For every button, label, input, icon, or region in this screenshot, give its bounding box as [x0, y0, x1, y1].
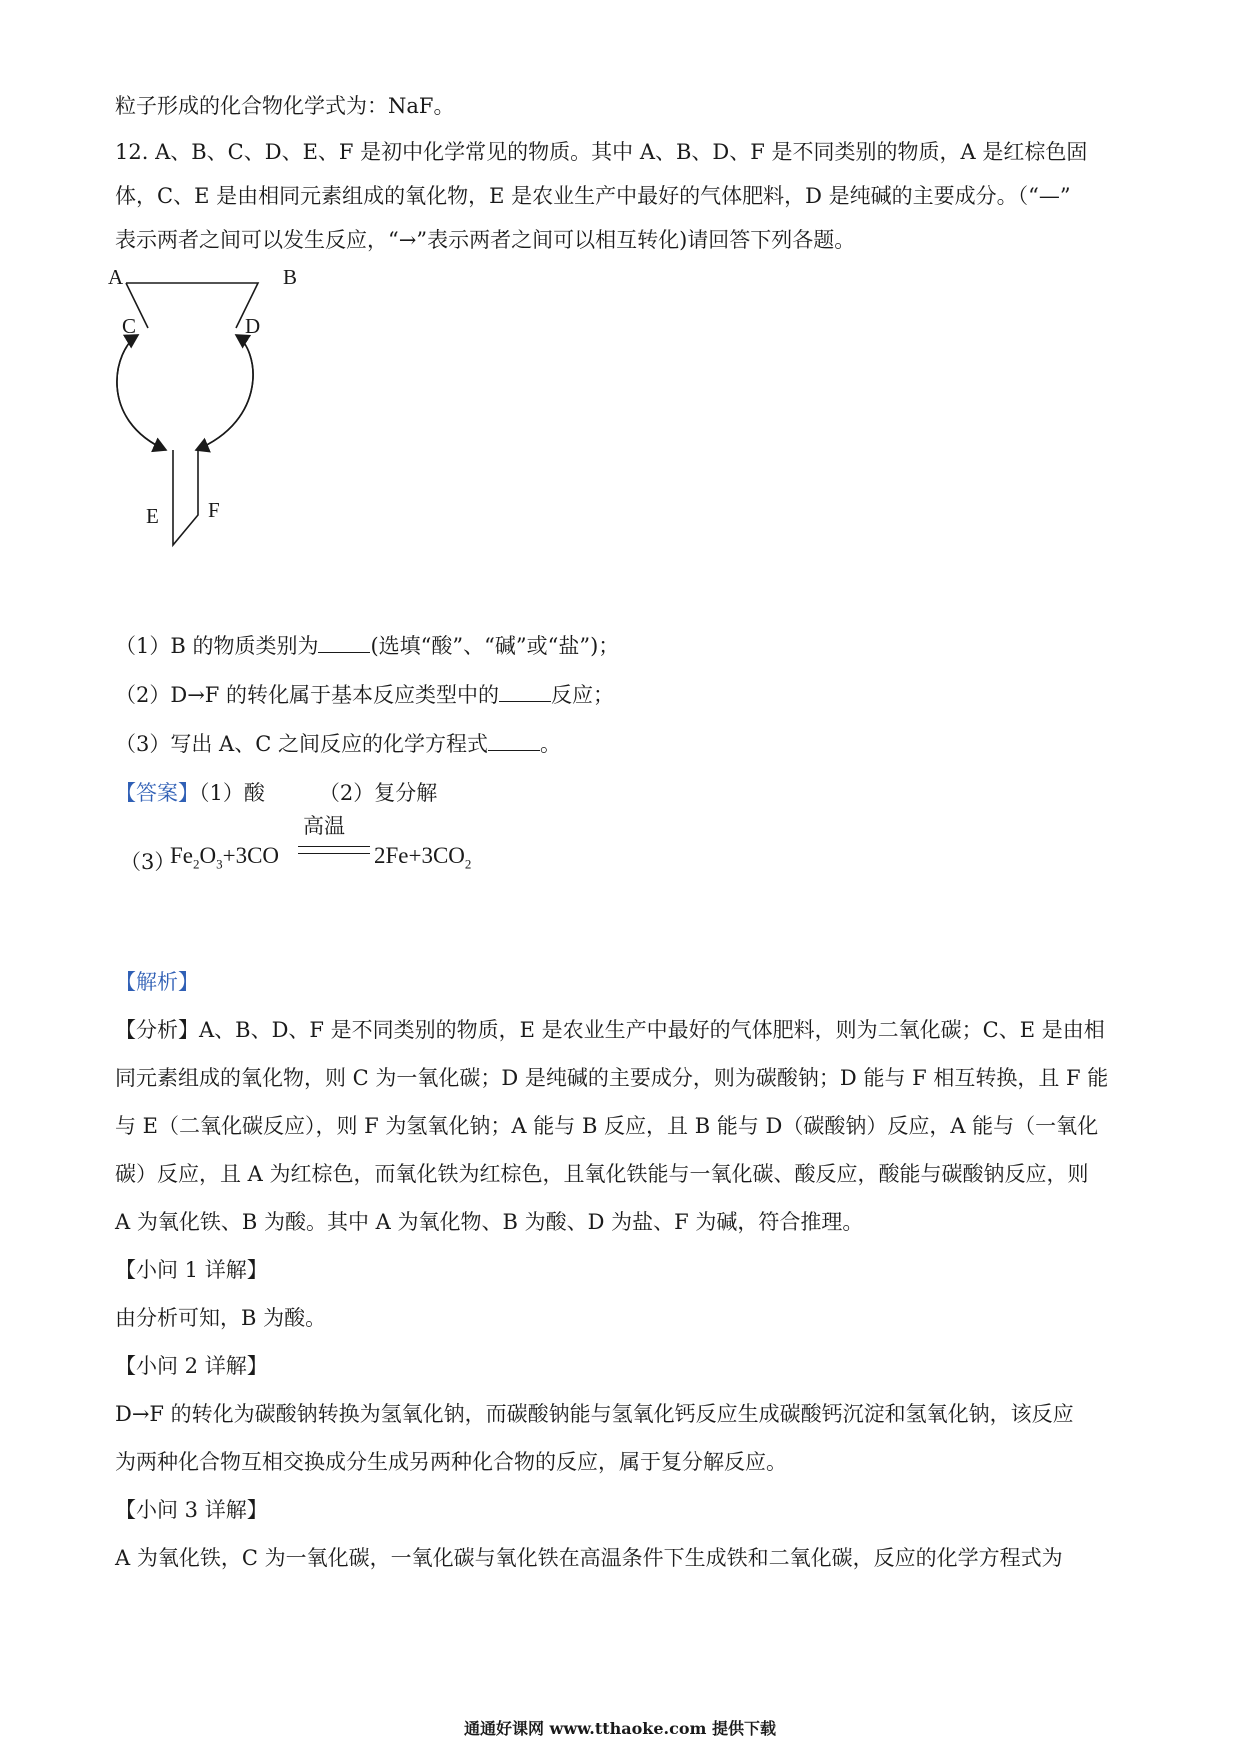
sub-question-2-suffix: 反应； — [551, 683, 615, 707]
analysis-line: 同元素组成的氧化物，则 C 为一氧化碳；D 是纯碱的主要成分，则为碳酸钠；D 能与 F 相互转换，且 F 能 — [115, 1066, 1109, 1090]
sub-question-3-suffix: 。 — [539, 732, 561, 756]
node-c-label: C — [122, 314, 137, 338]
answer-blank — [318, 634, 370, 653]
answer-2: （2）复分解 — [318, 781, 438, 805]
question-line: 体，C、E 是由相同元素组成的氧化物，E 是农业生产中最好的气体肥料，D 是纯碱的主要成分。（“—” — [115, 184, 1071, 208]
question-line: 表示两者之间可以发生反应，“→”表示两者之间可以相互转化)请回答下列各题。 — [115, 228, 856, 252]
sub-question-2 — [115, 681, 1135, 709]
equation-products: $2Fe+3CO_2$ — [374, 843, 472, 872]
node-b-label: B — [283, 265, 298, 289]
analysis-head: 【分析】 — [115, 1018, 199, 1042]
sub-answer-2-heading: 【小问 2 详解】 — [115, 1354, 268, 1378]
analysis-line — [115, 1016, 1135, 1044]
page-footer: 通通好课网 www.tthaoke.com 提供下载 — [463, 1719, 777, 1738]
sub-answer-2-text: D→F 的转化为碳酸钠转换为氢氧化钠，而碳酸钠能与氢氧化钙反应生成碳酸钙沉淀和氢氧化钠，该反应 — [115, 1402, 1074, 1426]
question-line: 12. A、B、C、D、E、F 是初中化学常见的物质。其中 A、B、D、F 是不同类别的物质，A 是红棕色固 — [115, 140, 1088, 164]
equation-number: （3） — [120, 850, 176, 874]
node-a-label: A — [108, 265, 124, 289]
analysis-line: A 为氧化铁、B 为酸。其中 A 为氧化物、B 为酸、D 为盐、F 为碱，符合推理。 — [115, 1210, 864, 1234]
answer-line — [115, 779, 1135, 807]
node-f-label: F — [208, 498, 220, 522]
reaction-line-e-f — [173, 450, 198, 545]
answer-label: 【答案】 — [115, 781, 199, 805]
sub-question-1-prefix: （1）B 的物质类别为 — [115, 634, 319, 658]
sub-answer-2-text: 为两种化合物互相交换成分生成另两种化合物的反应，属于复分解反应。 — [115, 1450, 787, 1474]
reaction-line-a-b — [126, 283, 258, 328]
node-d-label: D — [245, 314, 261, 338]
analysis-text: A、B、D、F 是不同类别的物质，E 是农业生产中最好的气体肥料，则为二氧化碳；C、E 是由相 — [199, 1018, 1105, 1042]
analysis-line: 碳）反应，且 A 为红棕色，而氧化铁为红棕色，且氧化铁能与一氧化碳、酸反应，酸能与碳酸钠反应，则 — [115, 1162, 1089, 1186]
sub-answer-1-text: 由分析可知，B 为酸。 — [115, 1306, 327, 1330]
answer-blank — [499, 683, 551, 702]
answer-blank — [488, 732, 540, 751]
relation-diagram — [108, 265, 328, 620]
answer-1: （1）酸 — [199, 781, 265, 805]
text-line: 粒子形成的化合物化学式为：NaF。 — [115, 94, 455, 118]
conversion-arrow-f-d — [196, 335, 253, 450]
analysis-line: 与 E（二氧化碳反应），则 F 为氢氧化钠；A 能与 B 反应，且 B 能与 D（碳酸钠）反应，A 能与（一氧化 — [115, 1114, 1099, 1138]
analysis-label — [115, 968, 1135, 996]
equation-condition: 高温 — [303, 814, 345, 838]
sub-answer-1-heading: 【小问 1 详解】 — [115, 1258, 268, 1282]
sub-question-3 — [115, 730, 1135, 758]
equation-double-line — [298, 846, 370, 854]
node-e-label: E — [146, 504, 159, 528]
analysis-label-text: 【解析】 — [115, 970, 199, 994]
sub-question-1 — [115, 632, 1135, 660]
sub-answer-3-heading: 【小问 3 详解】 — [115, 1498, 268, 1522]
equation-reactants: $Fe_2O_3+3CO$ — [170, 843, 280, 872]
sub-question-2-prefix: （2）D→F 的转化属于基本反应类型中的 — [115, 683, 500, 707]
sub-question-1-suffix: (选填“酸”、“碱”或“盐”)； — [370, 634, 620, 658]
conversion-arrow-e-c — [117, 335, 166, 450]
sub-answer-3-text: A 为氧化铁，C 为一氧化碳，一氧化碳与氧化铁在高温条件下生成铁和二氧化碳，反应的化学方程式为 — [115, 1546, 1063, 1570]
sub-question-3-prefix: （3）写出 A、C 之间反应的化学方程式 — [115, 732, 488, 756]
